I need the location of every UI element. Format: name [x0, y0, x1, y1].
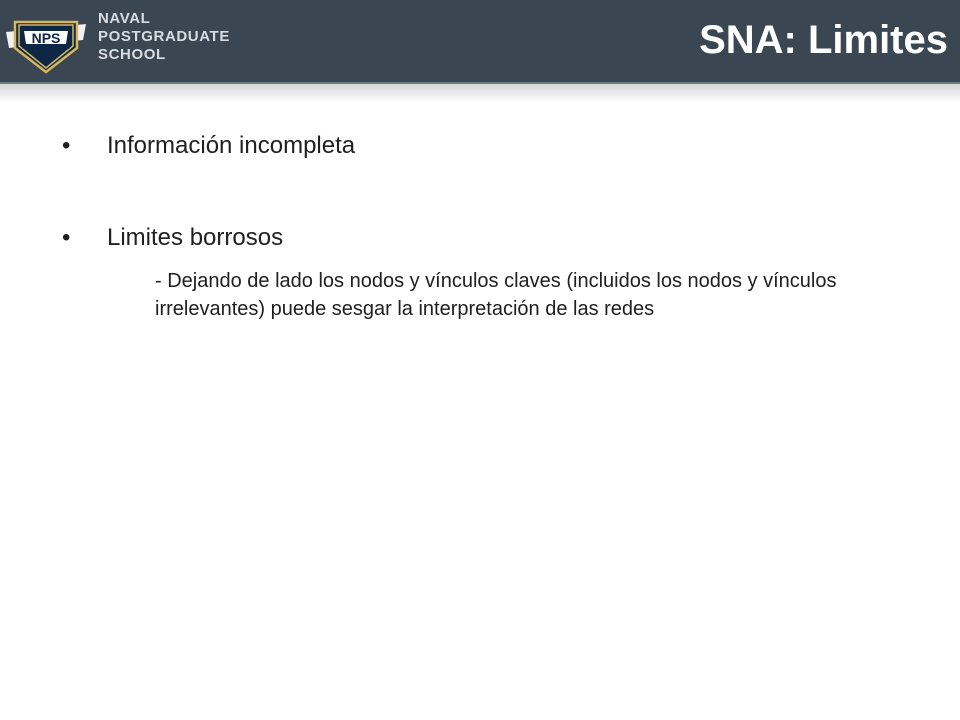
school-name-line-3: SCHOOL: [98, 46, 166, 63]
school-name-line-1: NAVAL: [98, 10, 151, 27]
bullet-2-marker: •: [62, 224, 71, 251]
nps-logo: [5, 10, 87, 74]
bullet-2-subtext: - Dejando de lado los nodos y vínculos claves (incluidos los nodos y vínculos irrelevantes) puede sesgar la interpretación de las redes: [155, 270, 837, 320]
school-name: [98, 10, 230, 64]
school-name-line-2: POSTGRADUATE: [98, 28, 230, 45]
bullet-2-text: Limites borrosos: [107, 224, 284, 251]
logo-motto: PRAESTANTIA PER SCIENTIAM: [21, 46, 71, 50]
header-shadow: [0, 84, 960, 102]
logo-text: NPS: [31, 30, 61, 46]
slide-title: SNA: Limites: [699, 18, 948, 62]
bullet-1-marker: •: [62, 132, 71, 159]
bullet-1-text: Información incompleta: [107, 132, 356, 159]
header-bar: [0, 0, 960, 84]
